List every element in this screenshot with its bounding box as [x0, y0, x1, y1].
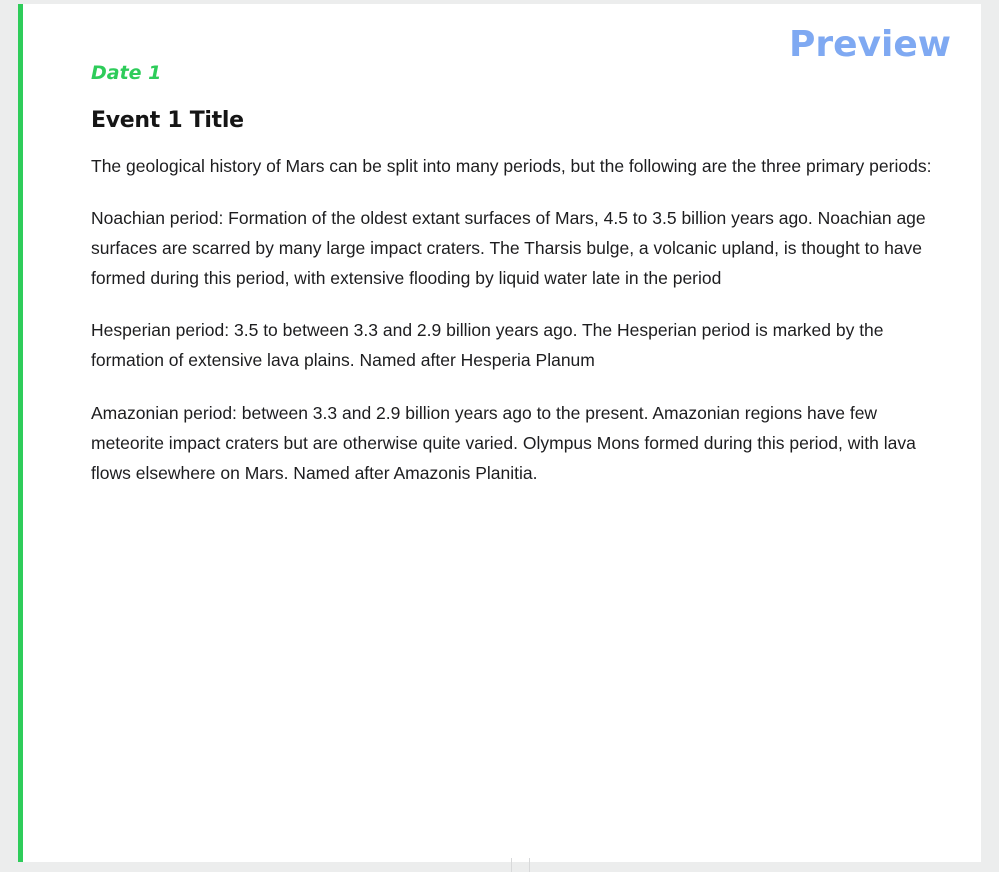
event-title: Event 1 Title — [91, 108, 244, 133]
event-body — [91, 151, 951, 488]
event-paragraph: Noachian period: Formation of the oldest extant surfaces of Mars, 4.5 to 3.5 billion years ago. Noachian age surfaces are scarred by many large impact craters. The Tharsis bulge, a volcanic upland, is thought to have formed during this period, with extensive flooding by liquid water late in the period — [91, 208, 926, 289]
event-paragraph: Amazonian period: between 3.3 and 2.9 billion years ago to the present. Amazonian regions have few meteorite impact craters but are otherwise quite varied. Olympus Mons formed during this period, with lava flows elsewhere on Mars. Named after Amazonis Planitia. — [91, 402, 916, 483]
event-paragraph: The geological history of Mars can be split into many periods, but the following are the three primary periods: — [91, 156, 932, 176]
event-date: Date 1 — [91, 62, 162, 84]
preview-badge: Preview — [788, 24, 951, 65]
panel-divider — [529, 858, 530, 872]
panel-divider — [511, 858, 512, 872]
event-content — [91, 62, 951, 488]
event-paragraph: Hesperian period: 3.5 to between 3.3 and 2.9 billion years ago. The Hesperian period is marked by the formation of extensive lava plains. Named after Hesperia Planum — [91, 320, 884, 371]
preview-card — [18, 4, 981, 862]
